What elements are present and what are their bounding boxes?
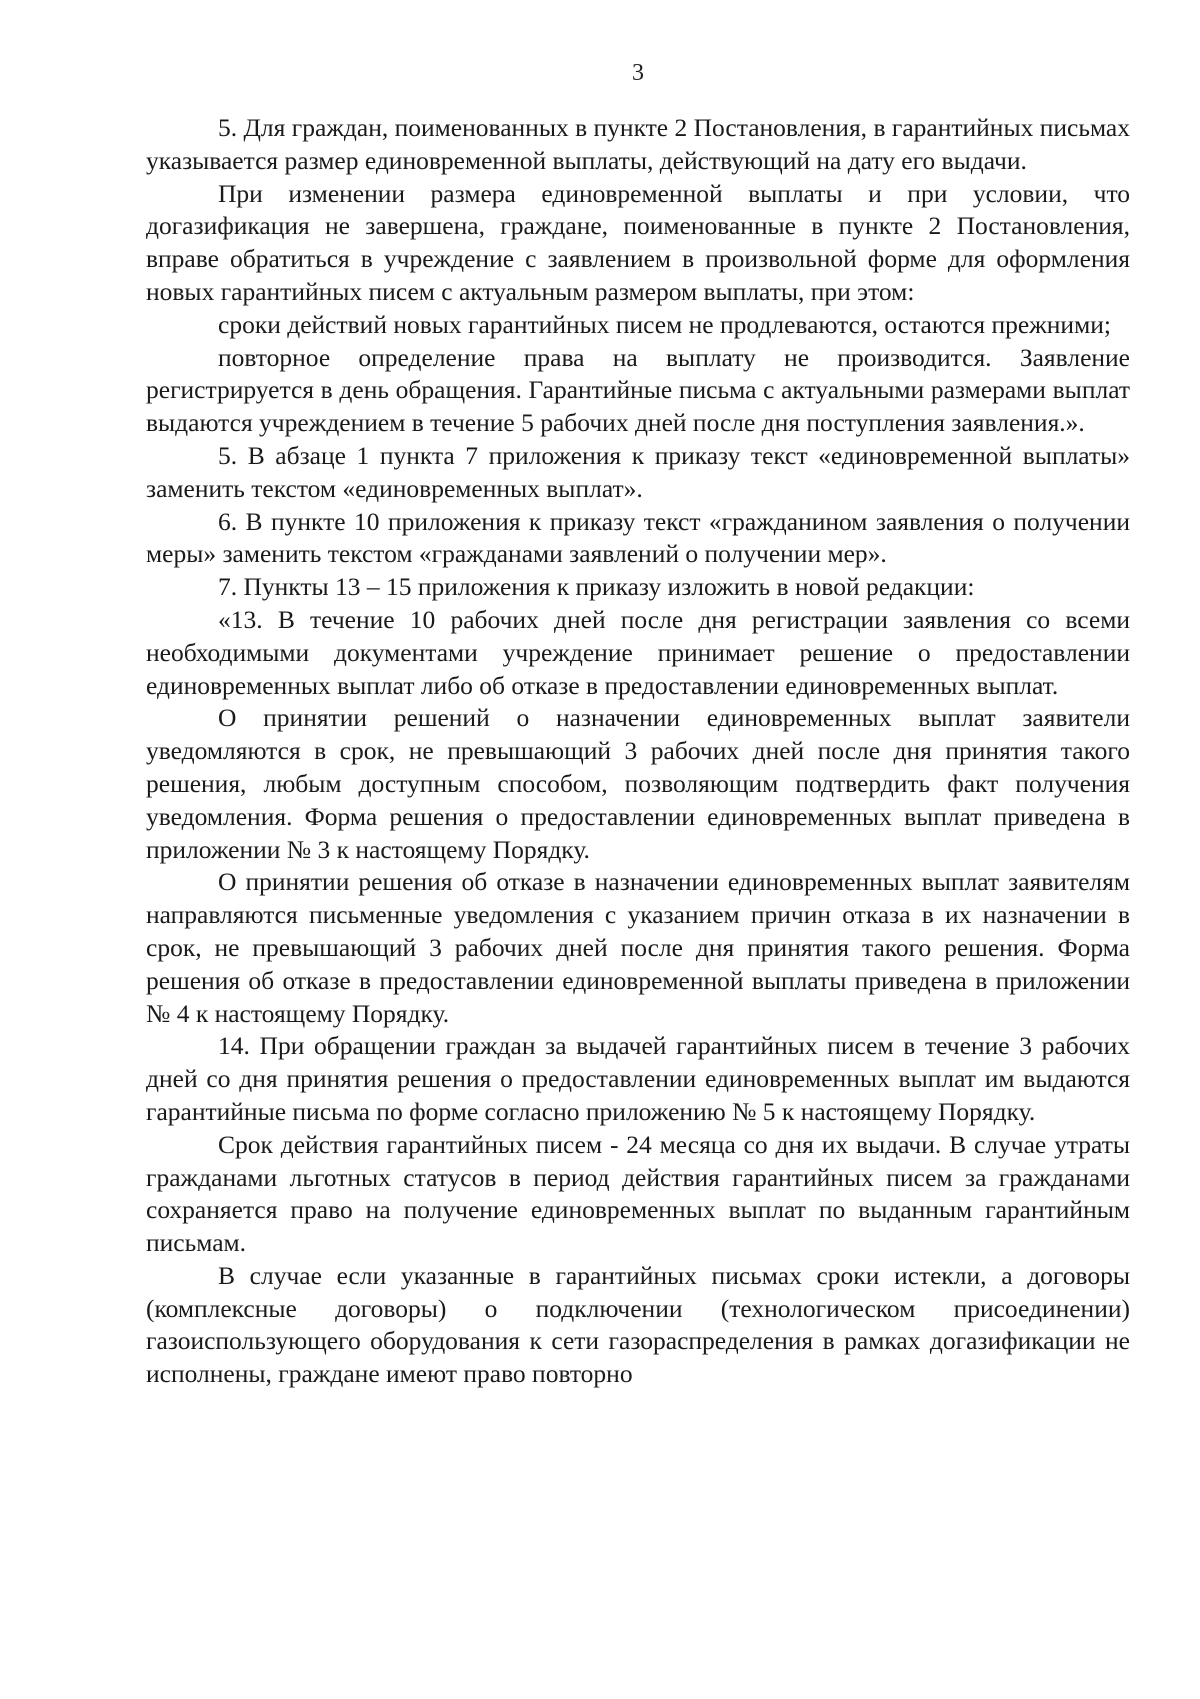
paragraph-amendment-6: 6. В пункте 10 приложения к приказу текст «гражданином заявления о получении меры» заменить текстом «гражданами заявлений о получении мер». bbox=[146, 506, 1130, 569]
paragraph-item-13: «13. В течение 10 рабочих дней после дня регистрации заявления со всеми необходимыми документами учреждение принимает решение о предоставлении единовременных выплат либо об отказе в предоставлении единовременных выплат. bbox=[146, 604, 1130, 700]
paragraph-decision-notice: О принятии решений о назначении единовременных выплат заявители уведомляются в срок, не превышающий 3 рабочих дней после дня принятия такого решения, любым доступным способом, позволяющим подтвердить факт получения уведомления. Форма решения о предоставлении единовременных выплат приведена в приложении № 3 к настоящему Порядку. bbox=[146, 703, 1130, 864]
paragraph-item-5: 5. Для граждан, поименованных в пункте 2 Постановления, в гарантийных письмах указывается размер единовременной выплаты, действующий на дату его выдачи. bbox=[146, 113, 1130, 175]
paragraph-validity-period: Срок действия гарантийных писем - 24 месяца со дня их выдачи. В случае утраты гражданами льготных статусов в период действия гарантийных писем за гражданами сохраняется право на получение единовременных выплат по выданным гарантийным письмам. bbox=[146, 1129, 1130, 1258]
paragraph-payment-change: При изменении размера единовременной выплаты и при условии, что догазификация не завершена, граждане, поименованные в пункте 2 Постановления, вправе обратиться в учреждение с заявлением в произвольной форме для оформления новых гарантийных писем с актуальным размером выплаты, при этом: bbox=[146, 178, 1130, 306]
paragraph-refusal-notice: О принятии решения об отказе в назначении единовременных выплат заявителям направляются письменные уведомления с указанием причин отказа в их назначении в срок, не превышающий 3 рабочих дней после дня принятия такого решения. Форма решения об отказе в предоставлении единовременной выплаты приведена в приложении № 4 к настоящему Порядку. bbox=[146, 867, 1130, 1028]
document-body bbox=[146, 112, 1130, 1391]
paragraph-item-14: 14. При обращении граждан за выдачей гарантийных писем в течение 3 рабочих дней со дня принятия решения о предоставлении единовременных выплат им выдаются гарантийные письма по форме согласно приложению № 5 к настоящему Порядку. bbox=[146, 1031, 1130, 1126]
paragraph-expired-terms: В случае если указанные в гарантийных письмах сроки истекли, а договоры (комплексные договоры) о подключении (технологическом присоединении) газоиспользующего оборудования к сети газораспределения в рамках догазификации не исполнены, граждане имеют право повторно bbox=[146, 1260, 1130, 1389]
paragraph-terms-unchanged: сроки действий новых гарантийных писем не продлеваются, остаются прежними; bbox=[218, 309, 1111, 339]
paragraph-no-reassessment: повторное определение права на выплату не производится. Заявление регистрируется в день обращения. Гарантийные письма с актуальными размерами выплат выдаются учреждением в течение 5 рабочих дней после дня поступления заявления.». bbox=[146, 342, 1130, 438]
page-number: 3 bbox=[632, 60, 644, 86]
paragraph-amendment-7: 7. Пункты 13 – 15 приложения к приказу изложить в новой редакции: bbox=[218, 572, 975, 602]
paragraph-amendment-5: 5. В абзаце 1 пункта 7 приложения к приказу текст «единовременной выплаты» заменить текстом «единовременных выплат». bbox=[146, 440, 1130, 503]
